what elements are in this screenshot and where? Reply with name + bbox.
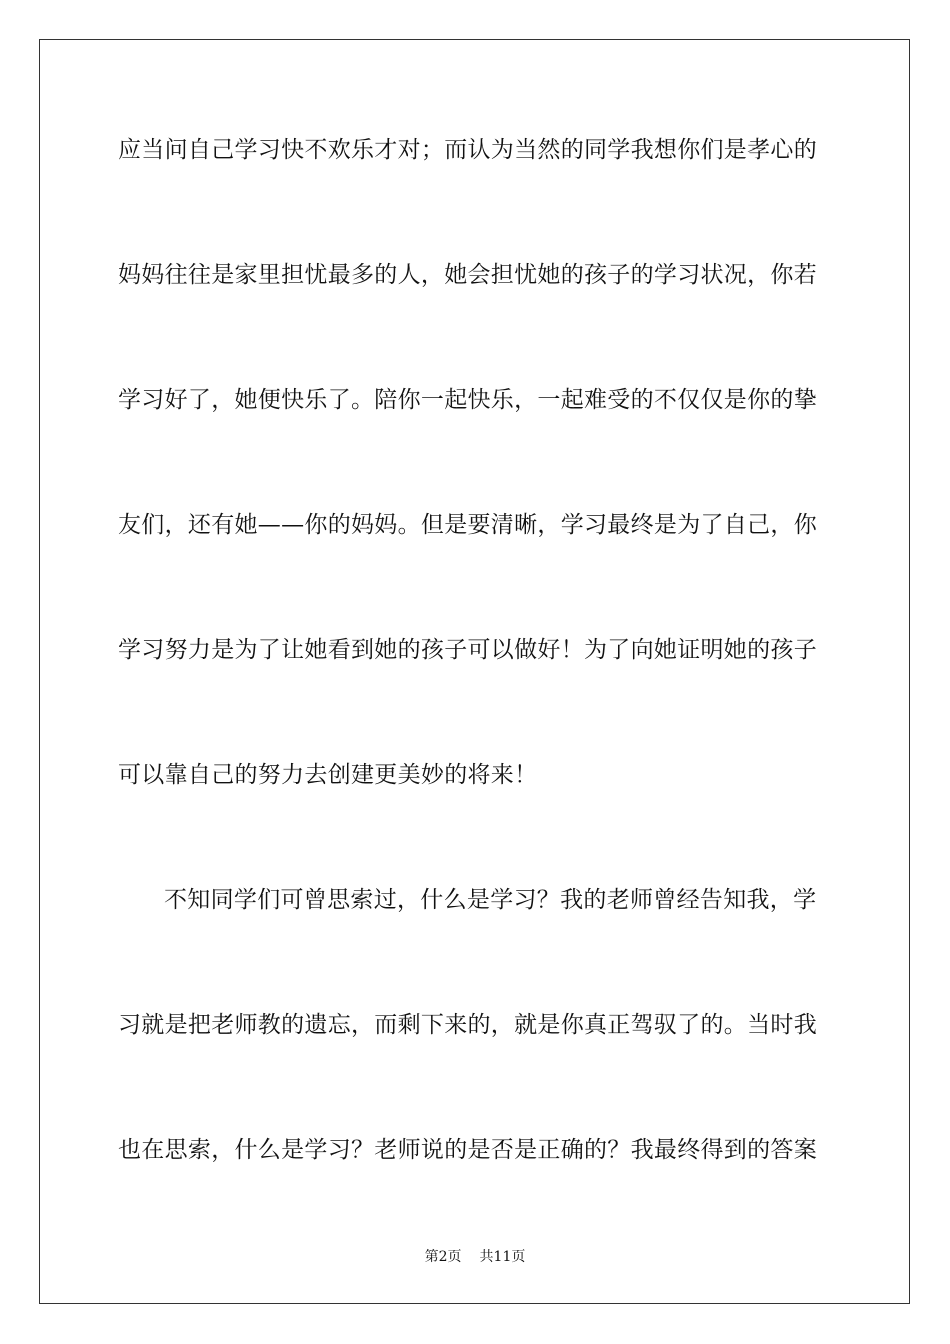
document-body: [118, 128, 834, 1253]
paragraph-line-8: 习就是把老师教的遗忘，而剩下来的，就是你真正驾驭了的。当时我: [118, 1012, 817, 1038]
paragraph-line-4: 友们，还有她——你的妈妈。但是要清晰，学习最终是为了自己，你: [118, 512, 817, 538]
page-number: 第2页: [424, 1249, 462, 1265]
paragraph-line-6: 可以靠自己的努力去创建更美妙的将来！: [118, 762, 538, 788]
page-footer: [0, 1246, 950, 1266]
paragraph-line-7: 不知同学们可曾思索过，什么是学习？我的老师曾经告知我，学: [164, 887, 817, 913]
paragraph-line-9: 也在思索，什么是学习？老师说的是否是正确的？我最终得到的答案: [118, 1137, 817, 1163]
paragraph-line-3: 学习好了，她便快乐了。陪你一起快乐，一起难受的不仅仅是你的挚: [118, 387, 817, 413]
total-pages: 共11页: [479, 1249, 526, 1265]
paragraph-line-1: 应当问自己学习快不欢乐才对；而认为当然的同学我想你们是孝心的: [118, 137, 817, 163]
paragraph-line-5: 学习努力是为了让她看到她的孩子可以做好！为了向她证明她的孩子: [118, 637, 817, 663]
paragraph-line-2: 妈妈往往是家里担忧最多的人，她会担忧她的孩子的学习状况，你若: [118, 262, 817, 288]
